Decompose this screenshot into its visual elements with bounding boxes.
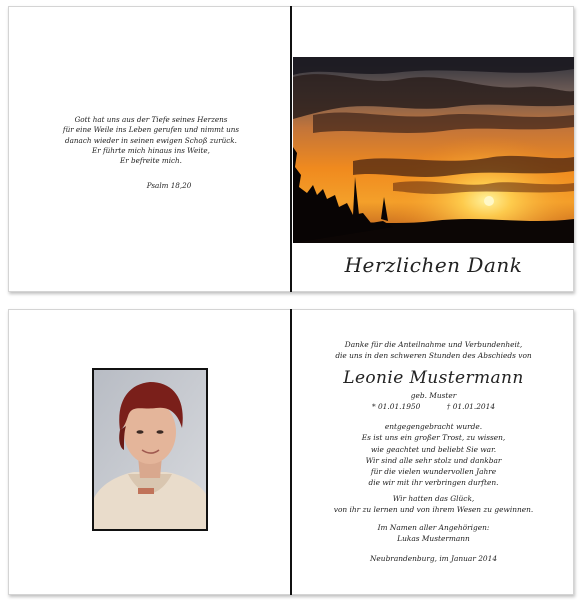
quote-line: Gott hat uns aus der Tiefe seines Herzens — [74, 115, 228, 124]
quote-text — [49, 115, 253, 166]
family-line: Lukas Mustermann — [397, 534, 470, 544]
closing-text — [293, 493, 574, 516]
quote-line: für eine Weile ins Leben gerufen und nimmt uns — [62, 125, 240, 135]
intro-line: Danke für die Anteilnahme und Verbundenheit, — [344, 340, 523, 349]
card-front — [8, 6, 574, 292]
fold-line — [290, 6, 292, 292]
family-signature — [293, 522, 574, 545]
intro-text — [293, 339, 574, 361]
family-line: Im Namen aller Angehörigen: — [377, 523, 490, 532]
poem-line: für die vielen wundervollen Jahre — [370, 467, 497, 477]
death-date: † 01.01.2014 — [446, 402, 496, 411]
sunset-photo — [293, 57, 574, 243]
place-date: Neubrandenburg, im Januar 2014 — [369, 554, 498, 563]
birth-name: geb. Muster — [410, 391, 457, 400]
quote-line: Er befreite mich. — [120, 156, 182, 166]
quote-line: danach wieder in seinen ewigen Schoß zurück. — [65, 135, 237, 145]
closing-line: Wir hatten das Glück, — [392, 494, 475, 503]
poem-line: Es ist uns ein großer Trost, zu wissen, — [361, 433, 506, 443]
quote-line: Er führte mich hinaus ins Weite, — [92, 145, 210, 155]
poem-line: die wir mit ihr verbringen durften. — [368, 478, 499, 488]
poem-line: wie geachtet und beliebt Sie war. — [370, 444, 497, 454]
deceased-name: Leonie Mustermann — [343, 368, 524, 388]
poem-text — [293, 421, 574, 489]
card-title: Herzlichen Dank — [344, 253, 523, 277]
life-dates — [293, 402, 574, 411]
quote-source: Psalm 18,20 — [146, 181, 192, 190]
card-inside — [8, 309, 574, 595]
poem-line: Wir sind alle sehr stolz und dankbar — [365, 455, 502, 465]
birth-date: * 01.01.1950 — [371, 402, 421, 411]
fold-line — [290, 309, 292, 595]
closing-line: von ihr zu lernen und von ihrem Wesen zu gewinnen. — [333, 505, 534, 515]
intro-line: die uns in den schweren Stunden des Abschieds von — [335, 351, 532, 360]
poem-line: entgegengebracht wurde. — [384, 422, 483, 431]
portrait-photo — [94, 370, 206, 529]
portrait-frame — [92, 368, 208, 531]
